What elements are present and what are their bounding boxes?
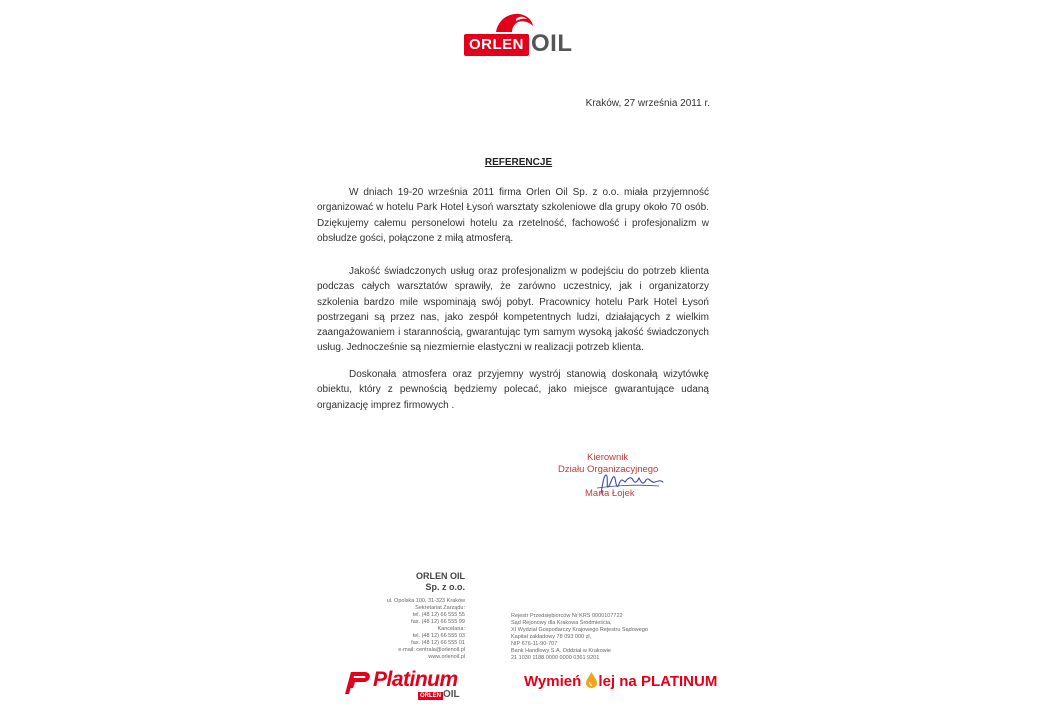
platinum-p-icon	[343, 668, 373, 696]
paragraph-1-text: W dniach 19-20 września 2011 firma Orlen Oil Sp. z o.o. miała przyjemność organizować w hotelu Park Hotel Łysoń warsztaty szkoleniowe dla grupy około 70 osób. Dziękujemy całemu personelowi hotelu za rzetelność, fachowość i profesjonalizm w obsłudze gości, połączone z miłą atmosferą.	[317, 187, 709, 244]
platinum-sub-oil: OIL	[443, 689, 460, 700]
address-line: e-mail: centrala@orlenoil.pl	[398, 647, 465, 653]
address-line: Kancelaria:	[437, 626, 465, 632]
document-title: REFERENCJE	[484, 157, 553, 168]
eagle-icon	[492, 10, 536, 34]
slogan-part1: Wymień	[524, 673, 582, 690]
logo-orlen-text: ORLEN	[464, 34, 529, 56]
paragraph-3-text: Doskonała atmosfera oraz przyjemny wystrój stanowią doskonałą wizytówkę obiektu, który z pewnością będziemy polecać, jako miejsce gwarantujące udaną organizację imprez firmowych .	[317, 369, 709, 411]
address-line: fax. (48 12) 66 555 99	[411, 619, 465, 625]
registry-line: Bank Handlowy S.A. Oddział w Krakowie	[511, 648, 611, 654]
registry-line: Sąd Rejonowy dla Krakowa Śródmieścia,	[511, 620, 612, 626]
footer-address	[387, 598, 465, 661]
address-line: fax. (48 12) 66 555 01	[411, 640, 465, 646]
slogan	[524, 672, 717, 690]
logo-oil-text: OIL	[531, 30, 573, 57]
stamp-role-line2: Działu Organizacyjnego	[558, 464, 659, 475]
platinum-sub-orlen: ORLEN	[420, 693, 441, 699]
footer-company	[416, 571, 465, 593]
orlen-oil-logo	[464, 10, 573, 58]
address-line: Sekretariat Zarządu:	[415, 605, 465, 611]
address-line: ul. Opolska 100, 31-323 Kraków	[386, 598, 465, 604]
stamp-name: Marta Łojek	[585, 488, 635, 499]
stamp-role-line1: Kierownik	[587, 452, 629, 463]
paragraph-3	[317, 367, 709, 413]
slogan-part2: lej na PLATINUM	[598, 673, 718, 690]
registry-line: Rejestr Przedsiębiorców Nr KRS 0000107722	[511, 613, 623, 619]
paragraph-2-text: Jakość świadczonych usług oraz profesjonalizm w podejściu do potrzeb klienta podczas całych warsztatów sprawiły, że zarówno uczestnicy, jak i organizatorzy szkolenia bardzo mile wspominają swój pobyt. Pracownicy hotelu Park Hotel Łysoń postrzegani są przez nas, jako zespół kompetentnych ludzi, działających z wielkim zaangażowaniem i starannością, gwarantując tym samym wysoką jakość świadczonych usług. Jednocześnie są niezmiernie elastyczni w realizacji potrzeb klienta.	[317, 266, 709, 354]
registry-line: Kapitał zakładowy 78 093 000 zł,	[511, 634, 592, 640]
oil-drop-icon	[586, 672, 597, 688]
paragraph-2	[317, 264, 709, 356]
registry-line: XI Wydział Gospodarczy Krajowego Rejestru Sądowego	[511, 627, 648, 633]
platinum-logo	[343, 666, 473, 700]
place-date: Kraków, 27 września 2011 r.	[585, 98, 710, 109]
registry-line: NIP 676-11-90-707	[511, 641, 558, 647]
address-line: tel. (48 12) 66 555 03	[412, 633, 465, 639]
footer-registry	[511, 613, 648, 662]
paragraph-1	[317, 185, 709, 246]
platinum-word: Platinum	[373, 668, 458, 691]
registry-line: 21 1030 1188 0000 0000 0361 9201	[511, 655, 600, 661]
footer-company-form: Sp. z o.o.	[425, 582, 465, 592]
address-line: www.orlenoil.pl	[428, 654, 465, 660]
signature-stamp	[555, 452, 685, 508]
address-line: tel. (48 12) 66 555 55	[412, 612, 465, 618]
footer-company-name: ORLEN OIL	[416, 571, 465, 581]
